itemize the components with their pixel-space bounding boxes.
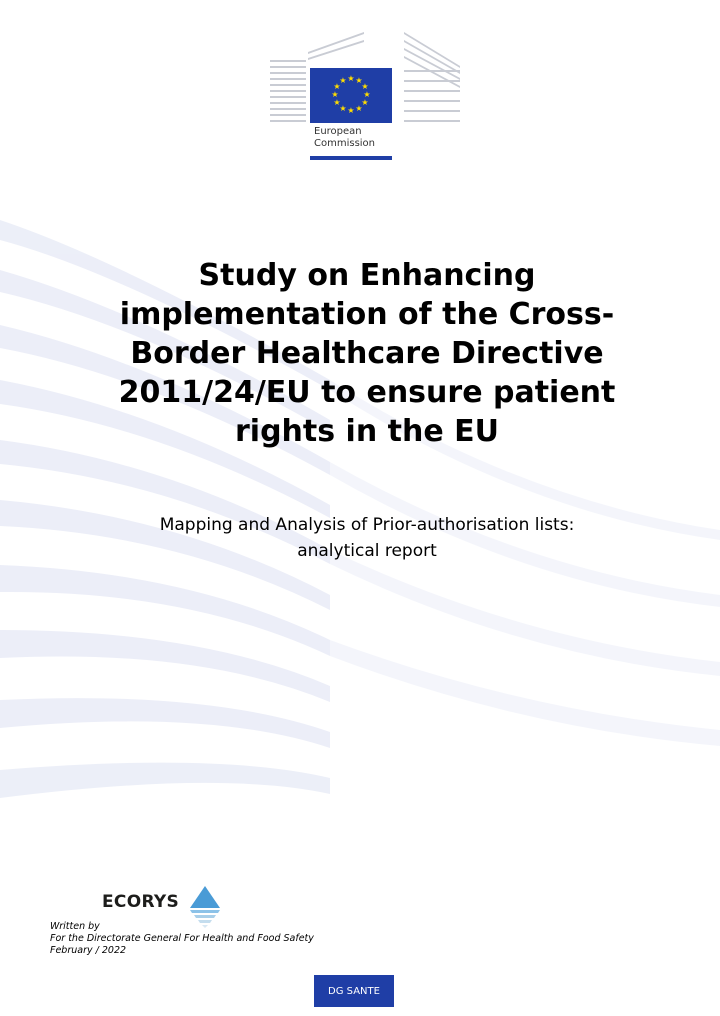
subtitle-line2: analytical report <box>297 541 437 561</box>
logo-org-line2: Commission <box>314 138 376 149</box>
document-title: Study on Enhancing implementation of the Cross-Border Healthcare Directive 2011/24/EU to ensure patient rights in the EU <box>118 258 616 449</box>
svg-text:★: ★ <box>347 74 355 83</box>
svg-text:★: ★ <box>363 90 371 99</box>
document-subtitle <box>80 512 654 564</box>
svg-text:★: ★ <box>339 76 347 85</box>
svg-text:★: ★ <box>355 76 363 85</box>
svg-text:★: ★ <box>361 82 369 91</box>
directorate-line: For the Directorate General For Health and Food Safety <box>50 933 314 944</box>
svg-text:★: ★ <box>347 106 355 115</box>
written-by-label: Written by <box>50 921 100 932</box>
credits-block <box>50 921 450 957</box>
svg-text:★: ★ <box>333 98 341 107</box>
publication-date: February / 2022 <box>50 945 127 956</box>
logo-org-line1: European <box>314 126 362 137</box>
subtitle-line1: Mapping and Analysis of Prior-authorisation lists: <box>159 515 575 535</box>
logo-org-name <box>314 126 404 150</box>
svg-text:★: ★ <box>361 98 369 107</box>
ecorys-logo-text: ECORYS <box>102 892 180 912</box>
svg-text:★: ★ <box>331 90 339 99</box>
svg-text:★: ★ <box>339 104 347 113</box>
svg-text:★: ★ <box>355 104 363 113</box>
svg-text:★: ★ <box>333 82 341 91</box>
dg-sante-badge: DG SANTE <box>314 975 394 1007</box>
